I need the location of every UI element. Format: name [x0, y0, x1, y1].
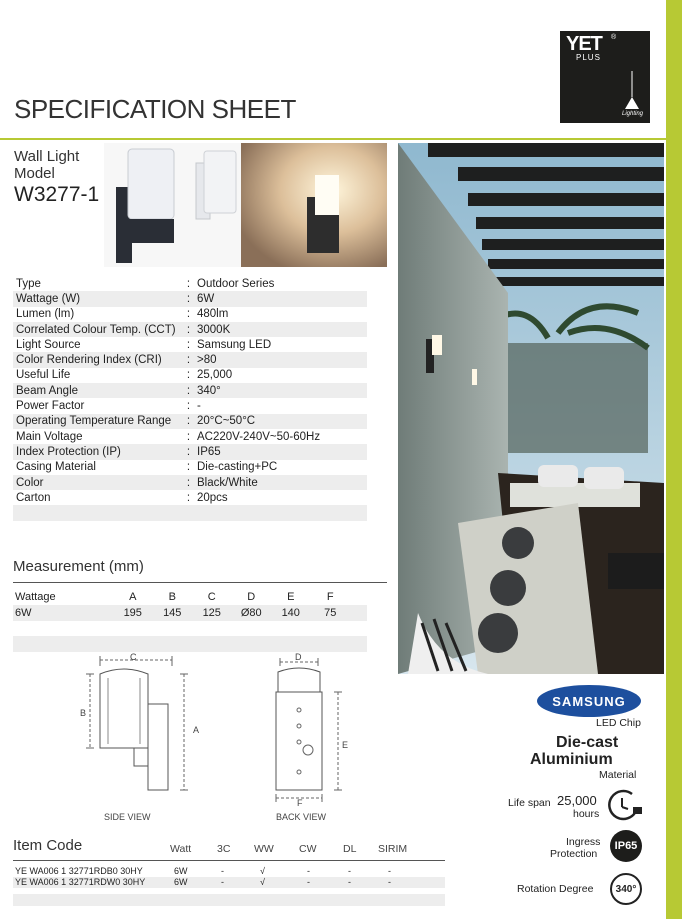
spec-key: Color Rendering Index (CRI): [16, 354, 162, 367]
aluminium-label: Aluminium: [530, 751, 613, 768]
measurement-table: [13, 589, 367, 621]
product-photo: [104, 143, 241, 267]
item-header: 3C: [217, 843, 231, 855]
header-divider: [0, 138, 666, 140]
lit-product-photo: [241, 143, 387, 267]
spec-value: 340°: [197, 384, 221, 397]
spec-separator: :: [186, 461, 191, 474]
led-chip-label: LED Chip: [596, 717, 641, 729]
spec-row: [13, 368, 367, 383]
spec-separator: :: [186, 384, 191, 397]
spec-value: -: [197, 400, 201, 413]
spec-table: [13, 276, 367, 521]
spec-value: IP65: [197, 445, 221, 458]
spec-row: [13, 460, 367, 475]
item-ww: √: [260, 877, 265, 887]
measurement-value-row: [13, 605, 367, 621]
product-model-label: Model: [14, 165, 55, 183]
spec-key: Beam Angle: [16, 384, 79, 397]
item-header: SIRIM: [378, 843, 408, 855]
spec-value: Black/White: [197, 476, 258, 489]
spec-separator: :: [186, 491, 191, 504]
measurement-header-row: [13, 589, 367, 605]
item-cw: -: [307, 866, 310, 876]
spec-value: Outdoor Series: [197, 277, 275, 290]
spec-key: Lumen (lm): [16, 308, 75, 321]
item-blank-row: [13, 894, 445, 906]
dim-label-b: B: [80, 708, 87, 718]
spec-key: Main Voltage: [16, 430, 83, 443]
spec-separator: :: [186, 277, 191, 290]
spec-row: [13, 398, 367, 413]
item-header: WW: [254, 843, 274, 855]
item-code: YE WA006 1 32771RDB0 30HY: [15, 866, 143, 876]
item-3c: -: [221, 877, 224, 887]
spec-key: Type: [16, 277, 41, 290]
ingress-label-2: Protection: [550, 848, 598, 860]
spec-separator: :: [186, 400, 191, 413]
lifespan-value: 25,000: [557, 793, 597, 808]
item-row: [13, 866, 445, 877]
spec-key: Casing Material: [16, 461, 96, 474]
measurement-value: 75: [324, 607, 337, 619]
measurement-header: B: [168, 591, 176, 603]
spec-row: [13, 322, 367, 337]
spec-key: Wattage (W): [16, 292, 81, 305]
dim-label-c: C: [130, 652, 137, 662]
item-watt: 6W: [174, 866, 188, 876]
lifestyle-photo: [398, 143, 664, 674]
measurement-divider: [13, 582, 387, 583]
side-view-drawing: [78, 652, 208, 802]
measurement-header: C: [207, 591, 216, 603]
accent-side-bar: [666, 0, 682, 919]
spec-row: [13, 307, 367, 322]
measurement-value: 6W: [15, 607, 32, 619]
logo-registered: ®: [611, 34, 617, 41]
spec-value: Samsung LED: [197, 338, 272, 351]
page-title: SPECIFICATION SHEET: [14, 94, 296, 124]
dim-label-d: D: [295, 652, 302, 662]
spec-separator: :: [186, 354, 191, 367]
back-view-label: BACK VIEW: [276, 812, 327, 822]
item-header: CW: [299, 843, 317, 855]
spec-row: [13, 475, 367, 490]
ingress-label-1: Ingress: [566, 836, 601, 848]
item-watt: 6W: [174, 877, 188, 887]
logo-text: YET: [566, 33, 602, 55]
lamp-icon: [616, 71, 648, 111]
product-model: W3277-1: [14, 182, 100, 206]
spec-key: Useful Life: [16, 369, 71, 382]
item-3c: -: [221, 866, 224, 876]
diecast-label: Die-cast: [556, 734, 619, 751]
side-view-label: SIDE VIEW: [104, 812, 151, 822]
spec-value: 480lm: [197, 308, 229, 321]
spec-key: Correlated Colour Temp. (CCT): [16, 323, 176, 336]
rotation-badge-icon: 340°: [610, 873, 642, 905]
measurement-value: 145: [163, 607, 182, 619]
spec-separator: :: [186, 445, 191, 458]
spec-row: [13, 444, 367, 459]
measurement-value: Ø80: [240, 607, 262, 619]
spec-separator: :: [186, 415, 191, 428]
spec-row: [13, 429, 367, 444]
spec-value: AC220V-240V~50-60Hz: [197, 430, 321, 443]
dim-label-f: F: [297, 798, 303, 808]
back-view-drawing: [268, 652, 358, 812]
measurement-value: 125: [202, 607, 221, 619]
item-code-title: Item Code: [13, 837, 83, 854]
spec-key: Index Protection (IP): [16, 445, 121, 458]
spec-separator: :: [186, 430, 191, 443]
spec-value: 20pcs: [197, 491, 228, 504]
measurement-header: Wattage: [15, 591, 56, 603]
item-cw: -: [307, 877, 310, 887]
spec-row: [13, 383, 367, 398]
item-header: Watt: [170, 843, 192, 855]
dim-label-a: A: [193, 725, 200, 735]
spec-key: Carton: [16, 491, 51, 504]
item-header: DL: [343, 843, 357, 855]
spec-separator: :: [186, 476, 191, 489]
logo-sub: PLUS: [576, 53, 601, 62]
spec-row: [13, 291, 367, 306]
spec-row: [13, 414, 367, 429]
ip65-badge-icon: IP65: [610, 830, 642, 862]
item-code: YE WA006 1 32771RDW0 30HY: [15, 877, 146, 887]
samsung-logo: SAMSUNG: [537, 685, 641, 717]
spec-key: Light Source: [16, 338, 81, 351]
item-code-divider: [13, 860, 445, 861]
spec-key: Color: [16, 476, 44, 489]
item-sirim: -: [388, 877, 391, 887]
measurement-header: A: [129, 591, 137, 603]
measurement-header: F: [326, 591, 334, 603]
spec-row: [13, 276, 367, 291]
item-ww: √: [260, 866, 265, 876]
spec-row: [13, 337, 367, 352]
measurement-title: Measurement (mm): [13, 558, 144, 575]
spec-value: >80: [197, 354, 217, 367]
measurement-header: E: [287, 591, 295, 603]
material-label: Material: [599, 769, 637, 781]
rotation-label: Rotation Degree: [517, 883, 594, 895]
item-dl: -: [348, 866, 351, 876]
lifespan-unit: hours: [573, 808, 600, 820]
logo-tag: Lighting: [622, 111, 644, 117]
brand-logo: [560, 31, 650, 123]
measurement-blank-row: [13, 636, 367, 652]
spec-separator: :: [186, 308, 191, 321]
spec-value: 6W: [197, 292, 215, 305]
dim-label-e: E: [342, 740, 349, 750]
spec-value: 25,000: [197, 369, 233, 382]
spec-row-blank: [13, 505, 367, 520]
measurement-value: 195: [123, 607, 142, 619]
clock-icon: [606, 789, 644, 823]
item-dl: -: [348, 877, 351, 887]
item-sirim: -: [388, 866, 391, 876]
spec-separator: :: [186, 338, 191, 351]
product-heading: [14, 148, 99, 207]
spec-row: [13, 490, 367, 505]
product-type: Wall Light: [14, 148, 80, 165]
spec-key: Power Factor: [16, 400, 85, 413]
spec-separator: :: [186, 369, 191, 382]
spec-separator: :: [186, 292, 191, 305]
lifespan-label: Life span: [508, 797, 551, 809]
spec-value: 3000K: [197, 323, 231, 336]
spec-key: Operating Temperature Range: [16, 415, 172, 428]
spec-value: Die-casting+PC: [197, 461, 278, 474]
measurement-value: 140: [281, 607, 300, 619]
measurement-header: D: [247, 591, 256, 603]
spec-separator: :: [186, 323, 191, 336]
item-row: [13, 877, 445, 888]
spec-value: 20°C~50°C: [197, 415, 256, 428]
spec-row: [13, 352, 367, 367]
